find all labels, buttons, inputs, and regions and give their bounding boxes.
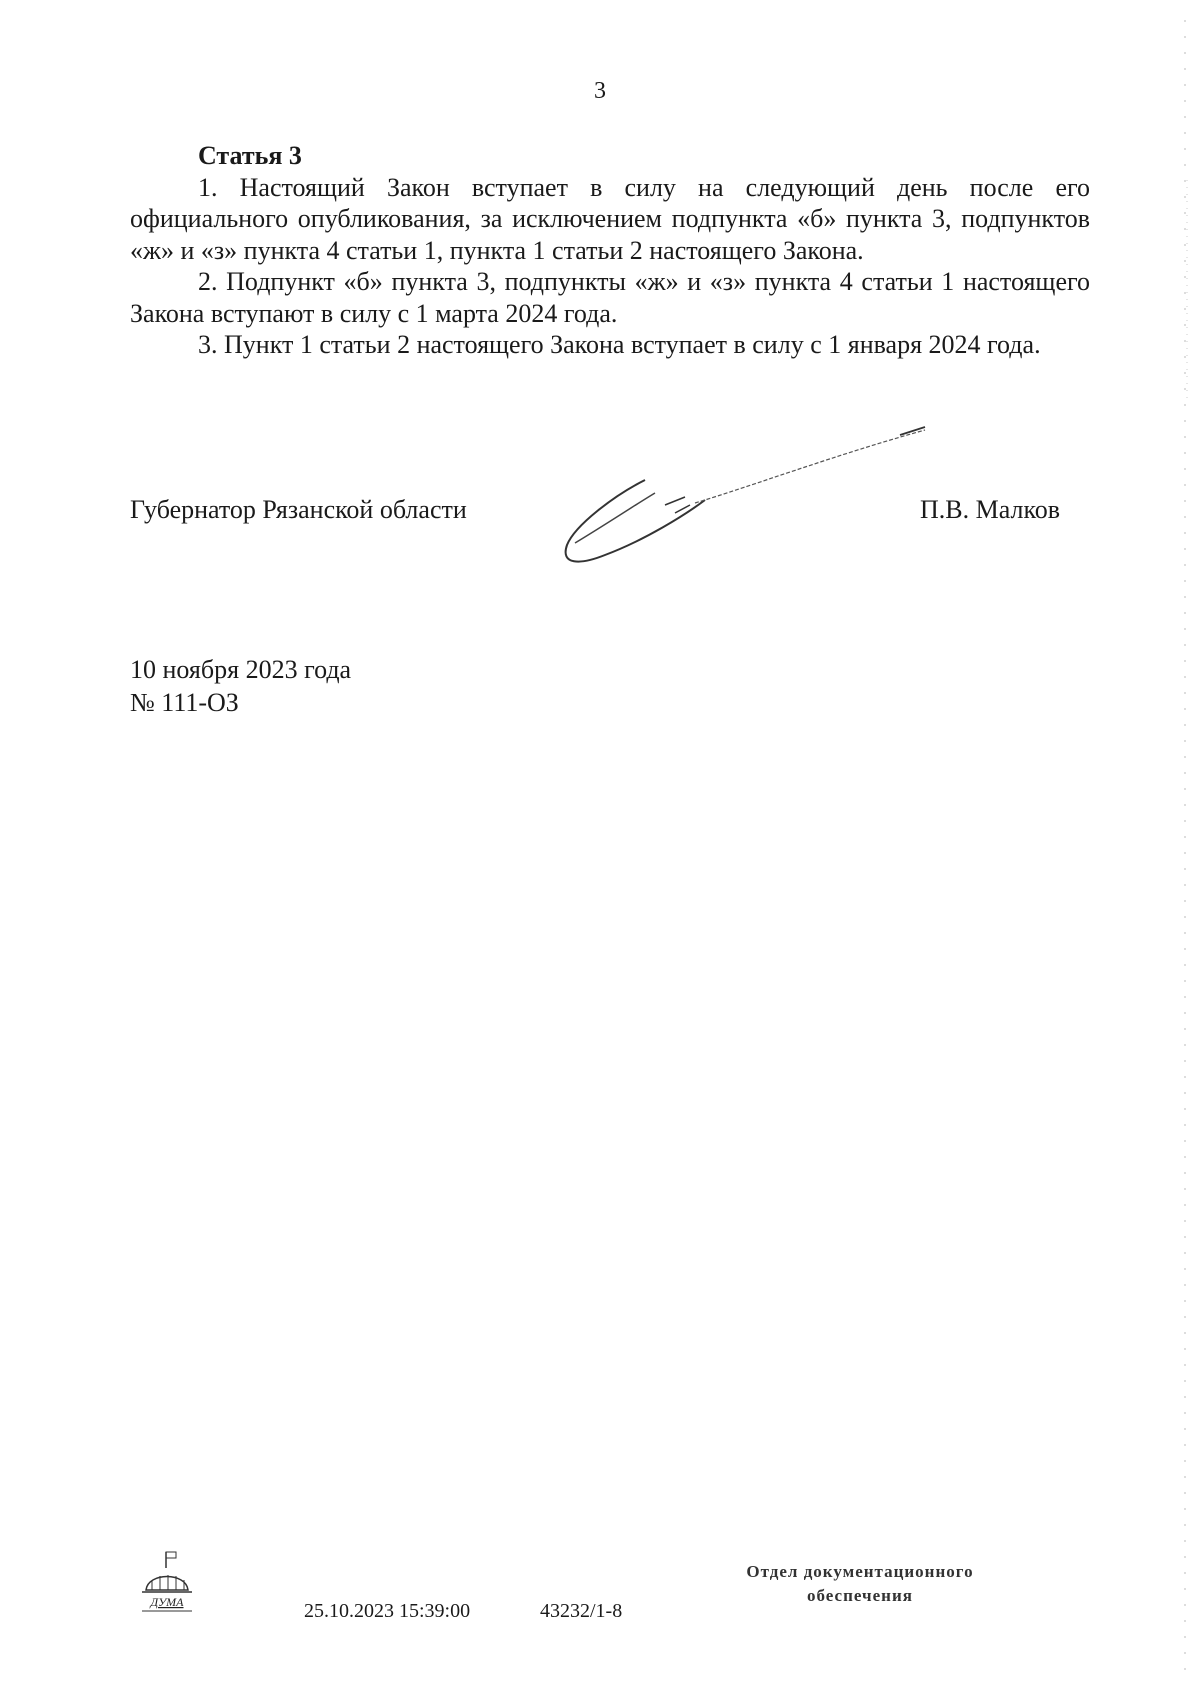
article-paragraph-2: 2. Подпункт «б» пункта 3, подпункты «ж» и «з» пункта 4 статьи 1 настоящего Закона вступают в силу с 1 марта 2024 года. bbox=[130, 267, 1090, 328]
law-number: № 111-ОЗ bbox=[130, 688, 239, 717]
handwritten-signature bbox=[555, 425, 955, 605]
footer-registration-number: 43232/1-8 bbox=[540, 1600, 623, 1622]
signatory-position: Губернатор Рязанской области bbox=[130, 495, 467, 524]
article-paragraph-3: 3. Пункт 1 статьи 2 настоящего Закона вступает в силу с 1 января 2024 года. bbox=[198, 330, 1041, 359]
page-number: 3 bbox=[594, 78, 606, 104]
article-title: Статья 3 bbox=[198, 141, 302, 170]
duma-logo-icon bbox=[138, 1550, 198, 1616]
article bbox=[130, 140, 1090, 361]
footer-department-stamp bbox=[700, 1560, 1020, 1608]
footer-department-line-1: Отдел документационного bbox=[746, 1562, 974, 1581]
duma-logo-text: ДУМА bbox=[150, 1595, 184, 1609]
signatory-name: П.В. Малков bbox=[920, 495, 1061, 524]
footer-department-line-2: обеспечения bbox=[807, 1586, 913, 1605]
law-date: 10 ноября 2023 года bbox=[130, 655, 352, 684]
footer-timestamp: 25.10.2023 15:39:00 bbox=[304, 1600, 471, 1622]
article-paragraph-1: 1. Настоящий Закон вступает в силу на следующий день после его официального опубликования, за исключением подпункта «б» пункта 3, подпунктов «ж» и «з» пункта 4 статьи 1, пункта 1 статьи 2 настоящего Закона. bbox=[130, 172, 1090, 265]
scan-edge-marks bbox=[1175, 0, 1195, 1695]
